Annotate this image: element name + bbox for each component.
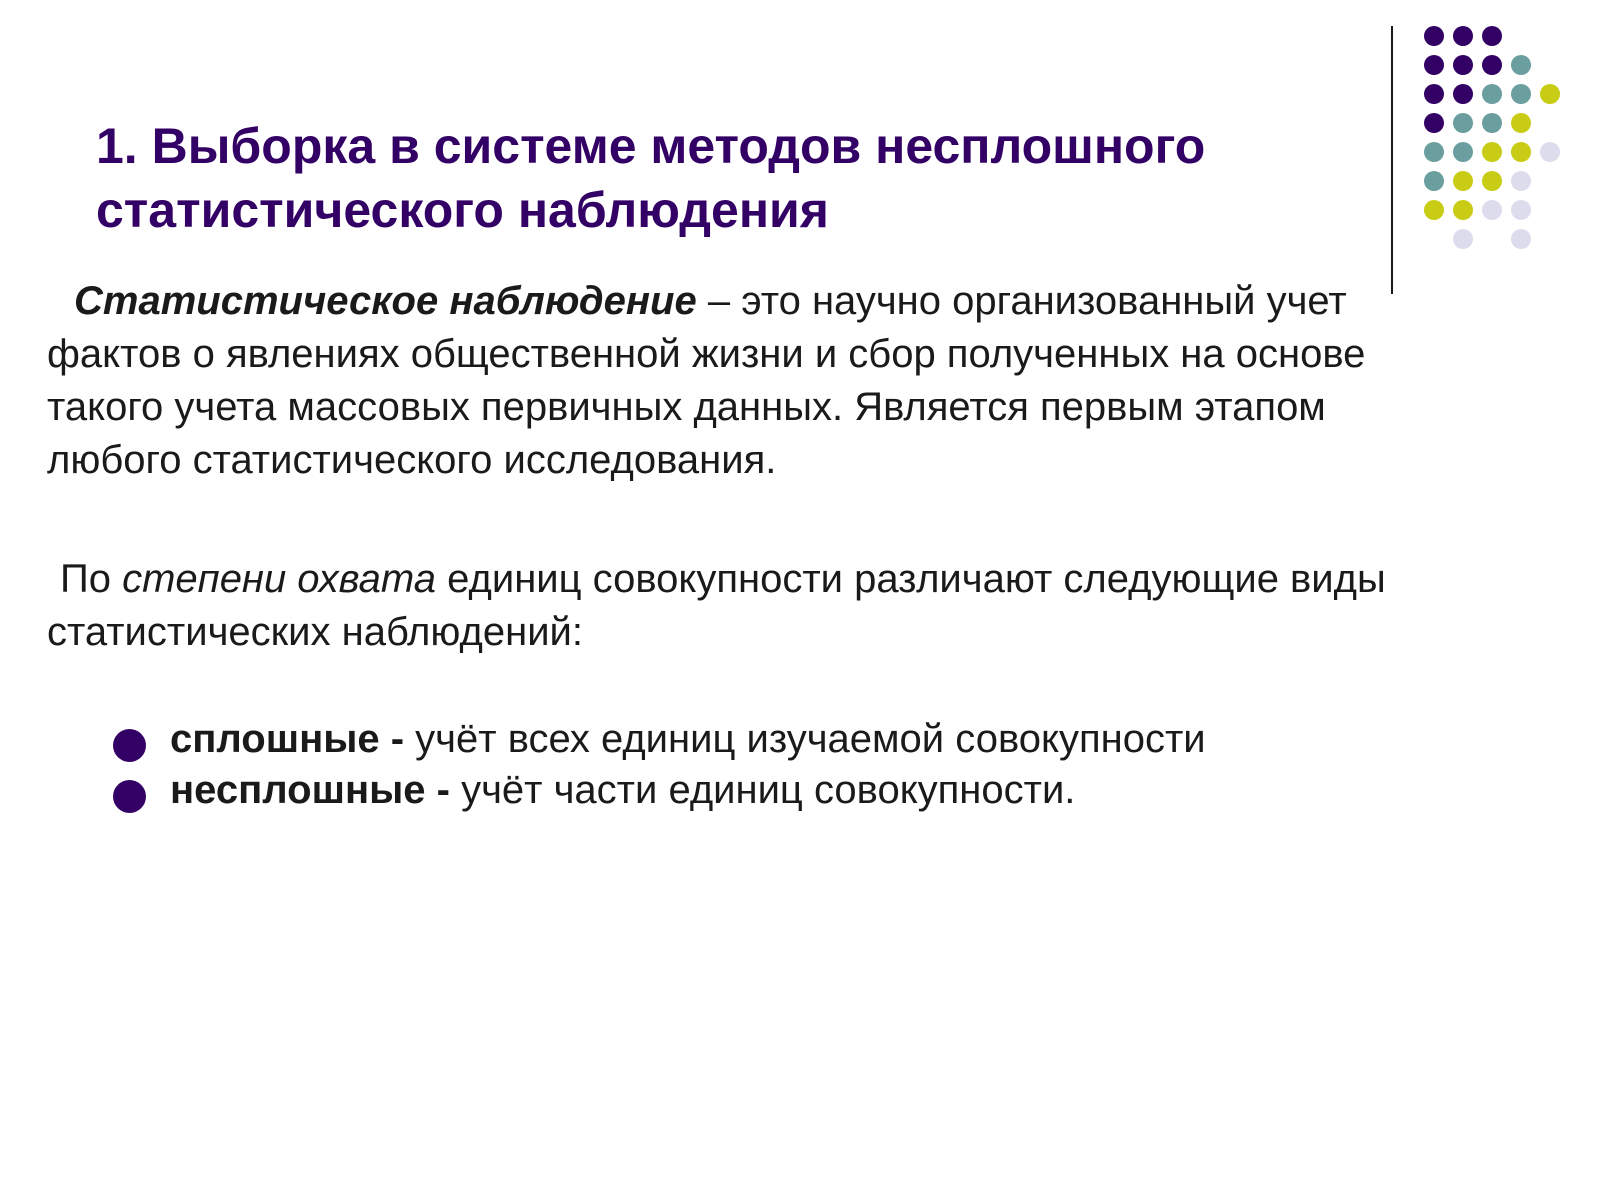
decorative-dot-teal: [1453, 113, 1473, 133]
decorative-dot-yellow: [1540, 84, 1560, 104]
bullet-text: учёт части единиц совокупности.: [449, 768, 1076, 812]
decorative-dot-purple: [1482, 55, 1502, 75]
decorative-dot-lavender: [1453, 229, 1473, 249]
decorative-dot-teal: [1453, 142, 1473, 162]
bullet-term: сплошные -: [170, 717, 405, 761]
decorative-dot-yellow: [1511, 113, 1531, 133]
decorative-dot-purple: [1482, 26, 1502, 46]
decorative-dot-teal: [1482, 113, 1502, 133]
decorative-dot-yellow: [1511, 142, 1531, 162]
decorative-dot-yellow: [1453, 171, 1473, 191]
bullet-icon: [113, 729, 146, 762]
definition-text: – это научно организованный учет фактов о явлениях общественной жизни и сбор полученных на основе такого учета массовых первичных данных. Является первым этапом любого статистического исследования.: [47, 279, 1366, 482]
title-divider-line: [1391, 26, 1393, 294]
decorative-dot-teal: [1511, 84, 1531, 104]
decorative-dot-lavender: [1511, 200, 1531, 220]
decorative-dot-lavender: [1511, 229, 1531, 249]
definition-term: Статистическое наблюдение: [74, 279, 697, 323]
decorative-dot-yellow: [1482, 171, 1502, 191]
slide-title: 1. Выборка в системе методов несплошного статистического наблюдения: [96, 118, 1206, 238]
decorative-dot-yellow: [1424, 200, 1444, 220]
coverage-prefix: По: [60, 557, 123, 601]
coverage-paragraph: [47, 553, 1567, 659]
decorative-dot-yellow: [1453, 200, 1473, 220]
list-item: [110, 765, 1206, 816]
decorative-dot-purple: [1424, 84, 1444, 104]
decorative-dot-teal: [1424, 171, 1444, 191]
list-item: [110, 714, 1206, 765]
decorative-dot-purple: [1453, 26, 1473, 46]
coverage-emphasis: степени охвата: [122, 557, 437, 601]
decorative-dot-grid: [1424, 26, 1574, 260]
decorative-dot-teal: [1424, 142, 1444, 162]
observation-types-list: [110, 714, 1206, 816]
decorative-dot-purple: [1424, 55, 1444, 75]
decorative-dot-teal: [1511, 55, 1531, 75]
decorative-dot-lavender: [1482, 200, 1502, 220]
decorative-dot-purple: [1453, 55, 1473, 75]
decorative-dot-purple: [1424, 113, 1444, 133]
decorative-dot-teal: [1482, 84, 1502, 104]
decorative-dot-purple: [1453, 84, 1473, 104]
bullet-icon: [113, 780, 146, 813]
definition-paragraph: [47, 275, 1467, 487]
bullet-term: несплошные -: [170, 768, 450, 812]
decorative-dot-purple: [1424, 26, 1444, 46]
bullet-text: учёт всех единиц изучаемой совокупности: [404, 717, 1206, 761]
coverage-suffix: единиц совокупности различают следующие виды статистических наблюдений:: [47, 557, 1386, 654]
decorative-dot-yellow: [1482, 142, 1502, 162]
decorative-dot-lavender: [1511, 171, 1531, 191]
decorative-dot-lavender: [1540, 142, 1560, 162]
